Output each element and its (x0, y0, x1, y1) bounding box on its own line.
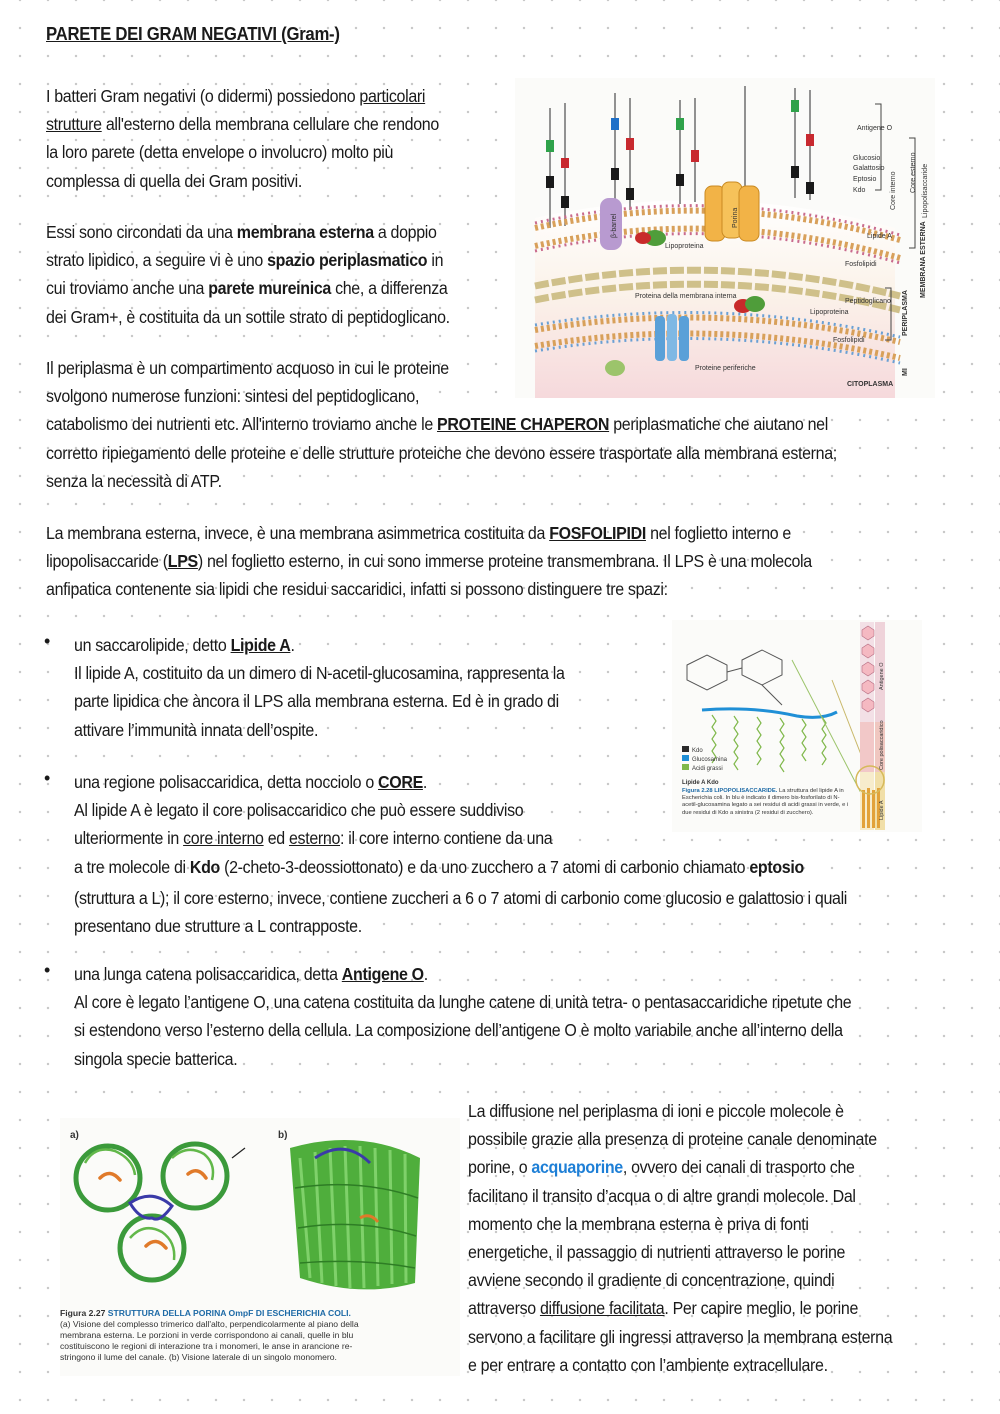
underlined-text: strutture (46, 114, 102, 135)
lipoprotein-blob (745, 296, 765, 312)
legend-swatch-glucosamina (682, 755, 689, 761)
key-term-acquaporine: acquaporine (531, 1157, 623, 1178)
text: una lunga catena polisaccaridica, detta (74, 964, 342, 984)
text-line: possibile grazie alla presenza di proteine canale denominate (468, 1129, 877, 1150)
caption-number: Figura 2.27 (60, 1308, 106, 1318)
text: (2-cheto-3-deossiottonato) e da uno zucchero a 7 atomi di carbonio chiamato (219, 856, 750, 877)
text-line (46, 547, 957, 575)
underlined-text: esterno (288, 828, 341, 849)
paragraph-membrane (46, 218, 530, 331)
text: in (427, 250, 444, 271)
bold-term: parete mureinica (208, 278, 331, 299)
text: un saccarolipide, detto (74, 635, 231, 655)
panel-label-a: a) (70, 1130, 79, 1141)
label-lipoproteina: Lipoproteina (810, 309, 849, 316)
key-term-core: CORE (378, 772, 423, 792)
lps-figure (672, 620, 922, 832)
text-line: La diffusione nel periplasma di ioni e piccole molecole è (468, 1101, 844, 1121)
key-term-fosfolipidi: FOSFOLIPIDI (549, 523, 646, 543)
label-periplasma: PERIPLASMA (902, 290, 909, 336)
label-proteina-membrana: Proteina della membrana interna (635, 293, 737, 300)
text-line: presentano due strutture a L contrapposte. (74, 916, 362, 937)
text-line (46, 110, 520, 138)
label-fosfolipidi: Fosfolipidi (845, 261, 877, 268)
text-line (46, 82, 520, 110)
caption-line: costituiscono le regioni di interazione tra i monomeri, le anse in arancione re- (60, 1341, 353, 1351)
envelope-diagram (515, 78, 935, 398)
label-core-interno: Core interno (890, 171, 897, 210)
text-line: energetiche, il passaggio di nutrienti attraverso le porine (468, 1242, 846, 1263)
lps-caption (682, 788, 852, 817)
inner-membrane-protein (655, 314, 689, 361)
text: La membrana esterna, invece, è una membrana asimmetrica costituita da (46, 523, 550, 543)
underlined-text: particolari (359, 86, 426, 106)
text-line (468, 1153, 970, 1181)
bold-term: spazio periplasmatico (267, 250, 428, 271)
text-line: e per entrare a contatto con l’ambiente extracellulare. (468, 1354, 828, 1375)
caption-line: membrana esterna. Le porzioni in verde corrispondono ai canali, quelle in blu (60, 1330, 354, 1340)
text: ) nel foglietto esterno, in cui sono immerse proteine transmembrana. Il LPS è una molecola (197, 551, 812, 572)
label-lipide-kdo: Lipide A Kdo (682, 780, 719, 786)
text: . (422, 772, 428, 792)
bullet-lipide-a (74, 631, 641, 744)
text-line: si estendono verso l’esterno della cellula. La composizione dell’antigene O è molto variabile anche all’interno della (74, 1020, 843, 1041)
text-line: complessa di quella dei Gram positivi. (46, 170, 302, 191)
text-line: singola specie batterica. (74, 1048, 238, 1069)
label-mi: MI (902, 368, 909, 376)
text: ulteriormente in (74, 828, 184, 849)
text-line: Il periplasma è un compartimento acquoso in cui le proteine (46, 358, 449, 378)
text: catabolismo dei nutrienti etc. All'interno troviamo anche le (46, 414, 438, 435)
text: all'esterno della membrana cellulare che rendono (101, 114, 439, 135)
text: . Per capire meglio, le porine (664, 1298, 859, 1319)
arrow (232, 1148, 245, 1158)
label-membrana-esterna: MEMBRANA ESTERNA (920, 221, 927, 298)
underlined-text: diffusione facilitata (539, 1298, 665, 1319)
text: periplasmatiche che aiutano nel (609, 414, 828, 435)
panel-label-b: b) (278, 1130, 288, 1141)
text-line: Al lipide A è legato il core polisaccaridico che può essere suddiviso (74, 800, 524, 821)
text: nel foglietto interno e (645, 523, 792, 543)
text-line (46, 519, 957, 547)
caption-line: stringono il lume del canale. (b) Visione laterale di un singolo monomero. (60, 1352, 337, 1362)
legend-kdo: Kdo (692, 748, 703, 754)
text-line (468, 1294, 970, 1322)
text: strato lipidico, a seguire vi è uno (46, 250, 268, 271)
text-line (46, 246, 530, 274)
text-line (46, 274, 530, 302)
text: a doppio (373, 222, 437, 242)
text: cui troviamo anche una (46, 278, 209, 299)
text: porine, o (468, 1157, 532, 1178)
fatty-acid-chains (712, 715, 826, 772)
legend-glucosamina: Glucosamina (692, 757, 728, 763)
legend-swatch-acidi (682, 764, 689, 770)
label-side-antigene: Antigene O (879, 662, 885, 690)
text-line: la loro parete (detta envelope o involucro) molto più (46, 142, 394, 163)
text: , ovvero dei canali di trasporto che (622, 1157, 855, 1178)
key-term-antigene-o: Antigene O (341, 964, 424, 984)
bullet-antigene-o (74, 960, 985, 1073)
text-line: attivare l’immunità innata dell’ospite. (74, 719, 319, 740)
label-peptidoglicano: Peptidoglicano (845, 298, 891, 305)
label-side-lipide: Lipide A (879, 800, 885, 820)
caption-line: (a) Visione del complesso trimerico dall'alto, perpendicolarmente al piano della (60, 1319, 359, 1329)
text-line: anfipatica contenente sia lipidi che residui saccaridici, infatti si possono distinguere tre spazi: (46, 579, 668, 600)
text-line (74, 631, 641, 659)
label-proteine-periferiche: Proteine periferiche (695, 365, 756, 372)
text: a tre molecole di (74, 856, 190, 877)
envelope-figure (515, 78, 935, 398)
text-line: parte lipidica che àncora il LPS alla membrana esterna. Ed è in grado di (74, 691, 559, 712)
label-side-core: Core polisaccaridico (879, 720, 885, 770)
text: I batteri Gram negativi (o didermi) possiedono (46, 86, 360, 106)
page-title: PARETE DEI GRAM NEGATIVI (Gram-) (46, 24, 340, 44)
bold-term: membrana esterna (236, 222, 374, 242)
text: che, a differenza (330, 278, 448, 299)
label-citoplasma: CITOPLASMA (847, 381, 894, 388)
text-line: avviene secondo il gradiente di concentrazione, quindi (468, 1270, 835, 1291)
label-fosfolipidi-2: Fosfolipidi (833, 337, 865, 344)
text: : il core interno contiene da una (340, 828, 553, 849)
label-lipoproteina-top: Lipoproteina (665, 243, 704, 250)
text: ed (263, 828, 289, 849)
text: . (290, 635, 295, 655)
label-lipopolisaccaride: Lipopolisaccaride (922, 163, 929, 218)
bold-term: Kdo (189, 856, 220, 877)
bold-term: eptosio (749, 856, 804, 877)
bullet-marker: • (44, 631, 51, 651)
label-galattosio: Galattosio (853, 165, 885, 172)
key-term-lipide-a: Lipide A (230, 635, 291, 655)
text: Essi sono circondati da una (46, 222, 237, 242)
label-eptosio: Eptosio (853, 176, 877, 183)
key-term-lps: LPS (167, 551, 198, 572)
text-line: dei Gram+, è costituita da un sottile strato di peptidoglicano. (46, 306, 450, 327)
paragraph-intro (46, 82, 520, 195)
glucosamine-dimer (702, 709, 837, 717)
legend-swatch-kdo (682, 746, 689, 752)
text: una regione polisaccaridica, detta nocciolo o (74, 772, 379, 792)
text: . (423, 964, 428, 984)
label-kdo: Kdo (853, 187, 866, 194)
porin-structure (60, 1118, 460, 1303)
connector-line (792, 660, 862, 795)
porin-monomer-side (290, 1140, 420, 1289)
text-line (46, 410, 957, 438)
text: attraverso (468, 1298, 540, 1319)
text-line: servono a facilitare gli ingressi attraverso la membrana esterna (468, 1326, 893, 1347)
peripheral-protein (605, 360, 625, 376)
caption-title: Figura 2.28 LIPOPOLISACCARIDE. (682, 788, 778, 794)
porin-caption (60, 1308, 460, 1363)
text-line (46, 218, 530, 246)
label-beta-barrel: β-barrel (611, 213, 618, 238)
text: lipopolisaccaride ( (46, 551, 168, 572)
text-line: senza la necessità di ATP. (46, 470, 222, 491)
bullet-marker: • (44, 768, 51, 788)
label-glucosio: Glucosio (853, 155, 881, 162)
caption-text: La struttura del lipide A in Escherichia coli. In blu è indicato il dimero bis-fosforilato di N-acetil-glucosamina legato a sei residui di acidi grassi in verde, e i due residui di Kdo a sinistra (2 residui di zucchero). (682, 788, 849, 816)
paragraph-outer-membrane (46, 519, 957, 604)
key-term-chaperon: PROTEINE CHAPERON (437, 414, 610, 435)
text-line (74, 960, 985, 988)
lipoprotein-blob (635, 232, 651, 244)
label-lipide-a: Lipide A (867, 233, 892, 240)
paragraph-porins (468, 1097, 970, 1379)
caption-heading (60, 1308, 460, 1319)
text-line: svolgono numerose funzioni: sintesi del peptidoglicano, (46, 386, 420, 407)
porin-trimer (76, 1144, 227, 1280)
porin-figure (60, 1118, 460, 1376)
lipid-a-molecule (687, 650, 782, 705)
legend-acidi-grassi: Acidi grassi (692, 766, 723, 772)
bullet-marker: • (44, 960, 51, 980)
label-porina: Porina (732, 207, 739, 228)
text-line: momento che la membrana esterna è priva di fonti (468, 1213, 809, 1234)
text-line: Al core è legato l’antigene O, una catena costituita da lunghe catene di unità tetra- o pentasaccaridiche ripetute che (74, 992, 852, 1013)
caption-title: STRUTTURA DELLA PORINA OmpF DI ESCHERICHIA COLI. (107, 1308, 351, 1318)
text-line: corretto ripiegamento delle proteine e delle strutture proteiche che devono essere trasportate alla membrana esterna; (46, 442, 837, 463)
label-core-esterno: Core esterno (910, 152, 917, 193)
text-line: (struttura a L); il core esterno, invece, contiene zuccheri a 6 o 7 atomi di carbonio come glucosio e galattosio i quali (74, 887, 848, 908)
text-line: facilitano il transito d’acqua o di altre grandi molecole. Dal (468, 1185, 856, 1206)
text-line: Il lipide A, costituito da un dimero di N-acetil-glucosamina, rappresenta la (74, 663, 565, 684)
label-antigene-o: Antigene O (857, 125, 893, 132)
underlined-text: core interno (183, 828, 264, 849)
text-line (74, 853, 985, 881)
